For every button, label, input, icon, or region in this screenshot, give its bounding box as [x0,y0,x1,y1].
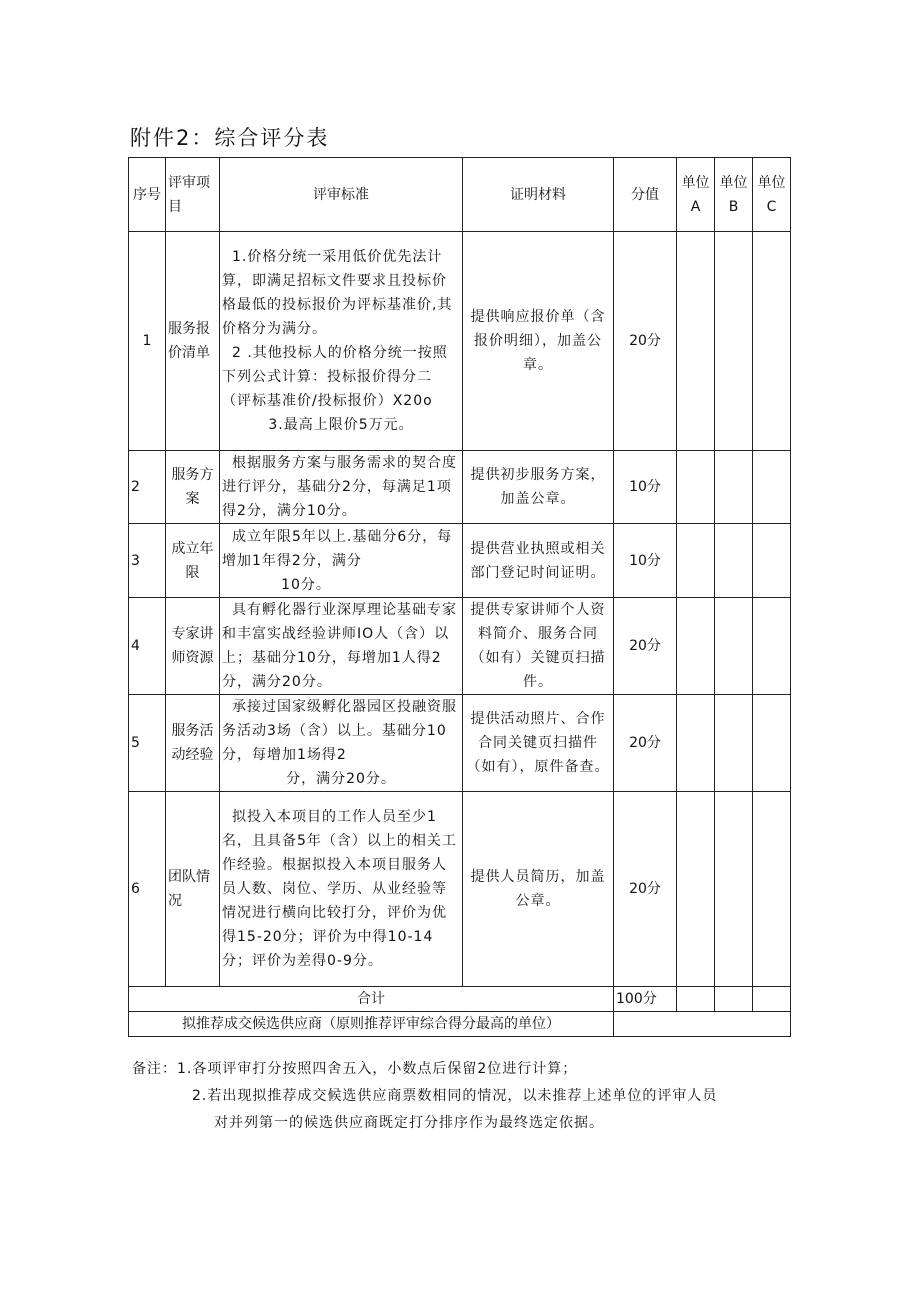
unit-a-cell [677,451,715,524]
standard-line: 承接过国家级孵化器园区投融资服务活动3场（含）以上。基础分10分，每增加1场得2 [222,699,457,763]
unit-c-cell [753,451,791,524]
note-line-3: 对并列第一的候选供应商既定打分排序作为最终选定依据。 [214,1115,604,1131]
row-standard [220,232,463,451]
header-unit-a-top: 单位 [681,174,710,191]
note-line-2: 2.若出现拟推荐成交候选供应商票数相同的情况，以未推荐上述单位的评审人员 [192,1088,718,1104]
table-row [129,524,791,598]
unit-b-cell [715,987,753,1012]
row-material: 提供专家讲师个人资料简介、服务合同（如有）关键页扫描件。 [463,598,614,695]
row-material: 提供人员简历，加盖公章。 [463,792,614,987]
row-score: 20分 [614,232,677,451]
row-no: 3 [129,524,166,598]
row-score: 10分 [614,524,677,598]
row-score: 20分 [614,695,677,792]
row-no: 6 [129,792,166,987]
row-item: 服务活动经验 [166,695,220,792]
header-unit-a [677,158,715,232]
row-standard: 具有孵化器行业深厚理论基础专家和丰富实战经验讲师IO人（含）以上；基础分10分，每增加1人得2分，满分20分。 [220,598,463,695]
header-unit-a-bottom: A [690,198,701,215]
row-standard: 根据服务方案与服务需求的契合度进行评分，基础分2分，每满足1项得2分，满分10分。 [220,451,463,524]
unit-b-cell [715,792,753,987]
table-row [129,451,791,524]
table-row [129,598,791,695]
unit-b-cell [715,451,753,524]
recommend-value-cell [614,1012,791,1037]
standard-line: 2 .其他投标人的价格分统一按照下列公式计算：投标报价得分二（评标基准价/投标报价）X20o [222,345,448,409]
unit-a-cell [677,598,715,695]
header-unit-b-top: 单位 [719,174,748,191]
header-no: 序号 [129,158,166,232]
row-score: 10分 [614,451,677,524]
unit-a-cell [677,987,715,1012]
row-item: 成立年限 [166,524,220,598]
row-score: 20分 [614,792,677,987]
header-score: 分值 [614,158,677,232]
header-row [129,158,791,232]
unit-c-cell [753,695,791,792]
unit-a-cell [677,792,715,987]
score-table [128,157,791,1037]
row-material: 提供活动照片、合作合同关键页扫描件（如有），原件备查。 [463,695,614,792]
row-item: 专家讲师资源 [166,598,220,695]
header-unit-b [715,158,753,232]
header-unit-b-bottom: B [728,198,739,215]
standard-line: 成立年限5年以上.基础分6分，每增加1年得2分，满分 [222,528,453,569]
table-row [129,232,791,451]
header-unit-c-bottom: C [766,198,777,215]
unit-b-cell [715,598,753,695]
header-unit-c-top: 单位 [757,174,786,191]
header-standard: 评审标准 [220,158,463,232]
row-standard [220,695,463,792]
unit-a-cell [677,695,715,792]
row-item: 服务报价清单 [166,232,220,451]
header-material: 证明材料 [463,158,614,232]
note-line-1: 备注：1.各项评审打分按照四舍五入，小数点后保留2位进行计算； [132,1061,578,1077]
unit-c-cell [753,232,791,451]
unit-b-cell [715,695,753,792]
row-no: 1 [129,232,166,451]
unit-b-cell [715,232,753,451]
row-item: 团队情况 [166,792,220,987]
unit-c-cell [753,792,791,987]
table-row [129,695,791,792]
standard-line: 10分。 [281,576,331,593]
recommend-label: 拟推荐成交候选供应商（原则推荐评审综合得分最高的单位） [129,1012,614,1037]
unit-a-cell [677,524,715,598]
row-no: 5 [129,695,166,792]
standard-line: 1.价格分统一采用低价优先法计算，即满足招标文件要求且投标价格最低的投标报价为评标基准价,其价格分为满分。 [222,249,453,337]
standard-line: 分，满分20分。 [286,771,396,787]
unit-a-cell [677,232,715,451]
unit-c-cell [753,524,791,598]
page-title: 附件2：综合评分表 [130,126,330,150]
row-item: 服务方案 [166,451,220,524]
row-material: 提供响应报价单（含报价明细），加盖公章。 [463,232,614,451]
unit-b-cell [715,524,753,598]
header-item: 评审项目 [166,158,220,232]
row-no: 2 [129,451,166,524]
total-row [129,987,791,1012]
unit-c-cell [753,598,791,695]
row-score: 20分 [614,598,677,695]
unit-c-cell [753,987,791,1012]
row-standard: 拟投入本项目的工作人员至少1名，且具备5年（含）以上的相关工作经验。根据拟投入本项目服务人员人数、岗位、学历、从业经验等情况进行横向比较打分，评价为优得15-20分；评价为中得10-14分；评价为差得0-9分。 [220,792,463,987]
recommend-row [129,1012,791,1037]
standard-line: 3.最高上限价5万元。 [268,417,414,433]
total-score: 100分 [614,987,677,1012]
row-no: 4 [129,598,166,695]
row-material: 提供初步服务方案，加盖公章。 [463,451,614,524]
notes [132,1056,717,1137]
total-label: 合计 [129,987,614,1012]
row-material: 提供营业执照或相关部门登记时间证明。 [463,524,614,598]
header-unit-c [753,158,791,232]
table-row [129,792,791,987]
row-standard [220,524,463,598]
